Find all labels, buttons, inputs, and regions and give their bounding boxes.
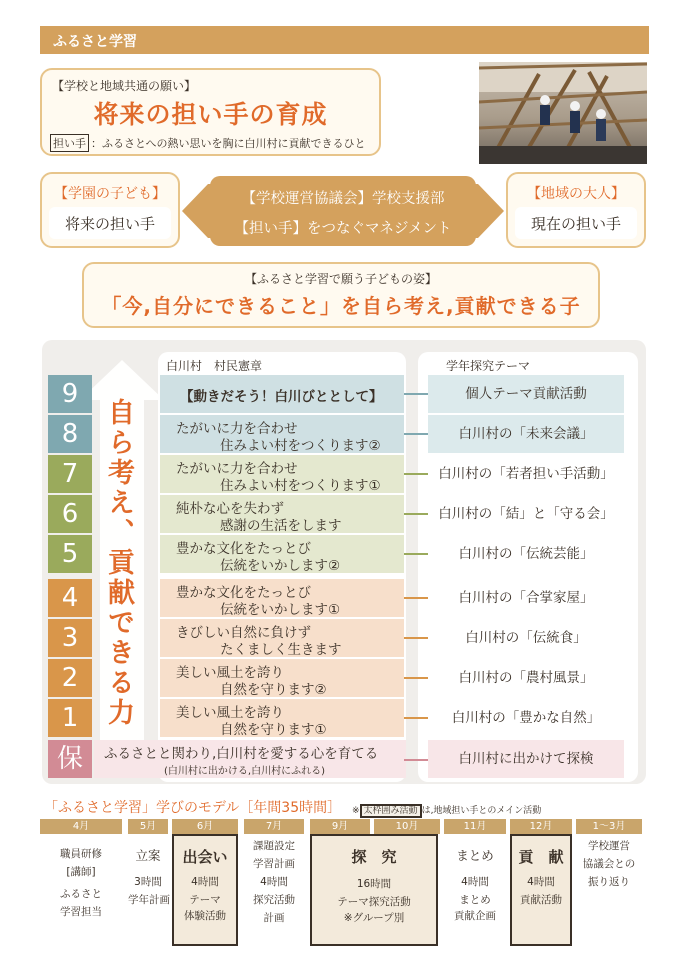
note-tag: 太枠囲み活動	[360, 804, 422, 818]
month-header: 5月	[128, 819, 168, 834]
theme-header: 学年探究テーマ	[446, 359, 531, 373]
theme-row: 白川村の「若者担い手活動」	[428, 455, 624, 493]
month-header: 11月	[444, 819, 506, 834]
month-header: 9月	[310, 819, 370, 834]
center-line-1: 【学校運営協議会】学校支援部	[241, 191, 445, 207]
charter-row	[160, 699, 404, 737]
children-value: 将来の担い手	[49, 207, 171, 239]
charter-line-1: きびしい自然に負けず	[176, 625, 311, 641]
model-column-line: 4時間	[527, 876, 555, 888]
model-column-line: 計画	[263, 912, 285, 924]
charter-row	[160, 455, 404, 493]
grade-number: 4	[48, 579, 92, 617]
adults-value: 現在の担い手	[515, 207, 637, 239]
section-header: ふるさと学習	[40, 26, 649, 54]
charter-line-1: たがいに力を合わせ	[176, 421, 298, 437]
grade-number: 1	[48, 699, 92, 737]
grade-number: 8	[48, 415, 92, 453]
grade-number-ho: 保	[48, 740, 92, 778]
model-column-title: 立案	[135, 848, 161, 863]
row-connector	[404, 717, 430, 719]
row-connector	[404, 393, 430, 395]
model-column-line: テーマ探究活動	[337, 896, 411, 908]
model-column-line: まとめ	[459, 894, 491, 906]
model-column-line: 課題設定	[253, 840, 295, 852]
note-text: は,地域担い手とのメイン活動	[421, 806, 542, 816]
model-column-title: 探 究	[351, 848, 397, 866]
model-column-line: 協議会との	[582, 858, 636, 870]
model-column	[172, 834, 238, 946]
charter-header: 白川村 村民憲章	[166, 359, 263, 373]
row-connector	[404, 513, 430, 515]
model-column-title: まとめ	[456, 848, 494, 863]
theme-row: 白川村の「伝統芸能」	[428, 535, 624, 573]
model-note	[352, 803, 541, 816]
model-column-line: テーマ	[189, 894, 221, 906]
preschool-main: ふるさとと関わり,白川村を愛する心を育てる	[104, 746, 379, 762]
charter-line-1: たがいに力を合わせ	[176, 461, 298, 477]
month-header: 7月	[244, 819, 304, 834]
term-tag: 担い手	[50, 134, 89, 152]
row-connector	[404, 433, 430, 435]
vision-text: 「今,自分にできること」を自ら考え,貢献できる子	[101, 294, 581, 318]
charter-line-1: 純朴な心を失わず	[176, 501, 284, 517]
model-column-line: 貢献活動	[520, 894, 562, 906]
model-column	[510, 834, 572, 946]
goal-title: 将来の担い手の育成	[93, 100, 328, 129]
model-column-line: ※グループ別	[343, 912, 405, 924]
model-column-line: 4時間	[191, 876, 219, 888]
row-connector	[404, 473, 430, 475]
charter-line-2: 自然を守ります②	[220, 682, 327, 698]
charter-line-2: 住みよい村をつくります②	[220, 438, 381, 454]
model-column-line: 体験活動	[184, 910, 226, 922]
vision-box	[82, 262, 600, 328]
theme-row: 白川村の「結」と「守る会」	[428, 495, 624, 533]
theme-ho: 白川村に出かけて探検	[428, 740, 624, 778]
grade-number: 3	[48, 619, 92, 657]
charter-line-2: 伝統をいかします②	[220, 558, 341, 574]
activity-photo	[479, 62, 647, 164]
charter-line-1: 美しい風土を誇り	[176, 665, 284, 681]
goal-definition	[50, 134, 366, 152]
charter-line-2: 自然を守ります①	[220, 722, 327, 738]
model-column-line: 3時間	[134, 876, 162, 888]
model-column-line: ふるさと	[60, 888, 102, 900]
model-column-line: 16時間	[356, 878, 392, 890]
theme-row: 白川村の「合掌家屋」	[428, 579, 624, 617]
row-connector	[404, 759, 430, 761]
model-column-line: 学習担当	[60, 906, 102, 918]
model-column	[128, 834, 168, 946]
row-connector	[404, 597, 430, 599]
model-column	[310, 834, 438, 946]
theme-row: 個人テーマ貢献活動	[428, 375, 624, 413]
model-column	[576, 834, 642, 946]
month-header: 12月	[510, 819, 572, 834]
model-column-line: 探究活動	[253, 894, 295, 906]
grade-number: 9	[48, 375, 92, 413]
charter-line-1: 美しい風土を誇り	[176, 705, 284, 721]
model-title: 「ふるさと学習」学びのモデル［年間35時間］	[44, 800, 342, 816]
goal-kicker: 【学校と地域共通の願い】	[52, 79, 197, 93]
theme-row: 白川村の「伝統食」	[428, 619, 624, 657]
grade-number: 5	[48, 535, 92, 573]
definition-text: ：ふるさとへの熱い思いを胸に白川村に貢献できるひと	[91, 137, 366, 150]
charter-row	[160, 415, 404, 453]
theme-row: 白川村の「豊かな自然」	[428, 699, 624, 737]
month-header: 4月	[40, 819, 122, 834]
row-connector	[404, 553, 430, 555]
note-mark: ※	[352, 806, 360, 816]
charter-line-1: 豊かな文化をたっとび	[176, 541, 311, 557]
model-column-line: 学校運営	[588, 840, 630, 852]
preschool-sub: (白川村に出かける,白川村にふれる)	[164, 766, 325, 777]
grade-number: 7	[48, 455, 92, 493]
ability-vertical-text: 自ら考え、貢献できる力	[103, 398, 134, 728]
model-column-line: [講師]	[66, 866, 96, 878]
charter-line-2: たくましく生きます	[220, 642, 342, 658]
charter-line-1: 豊かな文化をたっとび	[176, 585, 311, 601]
vision-kicker: 【ふるさと学習で願う子どもの姿】	[244, 272, 437, 286]
row-connector	[404, 677, 430, 679]
model-column-line: 学年計画	[128, 894, 170, 906]
children-box	[40, 172, 180, 248]
month-header: 1～3月	[576, 819, 642, 834]
grade-number: 6	[48, 495, 92, 533]
month-header: 10月	[374, 819, 440, 834]
connecting-arrow	[182, 172, 504, 250]
charter-line-2: 伝統をいかします①	[220, 602, 341, 618]
grade-number: 2	[48, 659, 92, 697]
model-column-line: 貢献企画	[454, 910, 496, 922]
charter-line-2: 感謝の生活をします	[220, 518, 342, 534]
theme-row: 白川村の「未来会議」	[428, 415, 624, 453]
adults-box	[506, 172, 646, 248]
preschool-row	[94, 740, 406, 778]
model-column-line: 4時間	[461, 876, 489, 888]
model-column-line: 職員研修	[60, 848, 102, 860]
model-column-line: 学習計画	[253, 858, 295, 870]
charter-row	[160, 495, 404, 533]
charter-row	[160, 619, 404, 657]
adults-label: 【地域の大人】	[527, 186, 625, 202]
model-column-title: 貢 献	[518, 848, 564, 866]
model-column	[244, 834, 304, 946]
center-line-2: 【担い手】をつなぐマネジメント	[234, 221, 452, 237]
charter-row	[160, 375, 404, 413]
charter-row	[160, 579, 404, 617]
theme-row: 白川村の「農村風景」	[428, 659, 624, 697]
model-column	[444, 834, 506, 946]
charter-line-2: 住みよい村をつくります①	[220, 478, 381, 494]
model-column-line: 振り返り	[588, 876, 630, 888]
charter-line-1: 【動きだそう！白川びととして】	[180, 389, 383, 405]
model-column-title: 出会い	[182, 848, 228, 866]
model-column-line: 4時間	[260, 876, 288, 888]
charter-row	[160, 535, 404, 573]
model-column	[40, 834, 122, 946]
month-header: 6月	[172, 819, 238, 834]
charter-row	[160, 659, 404, 697]
children-label: 【学園の子ども】	[54, 186, 166, 202]
shared-goal-box	[40, 68, 381, 156]
row-connector	[404, 637, 430, 639]
